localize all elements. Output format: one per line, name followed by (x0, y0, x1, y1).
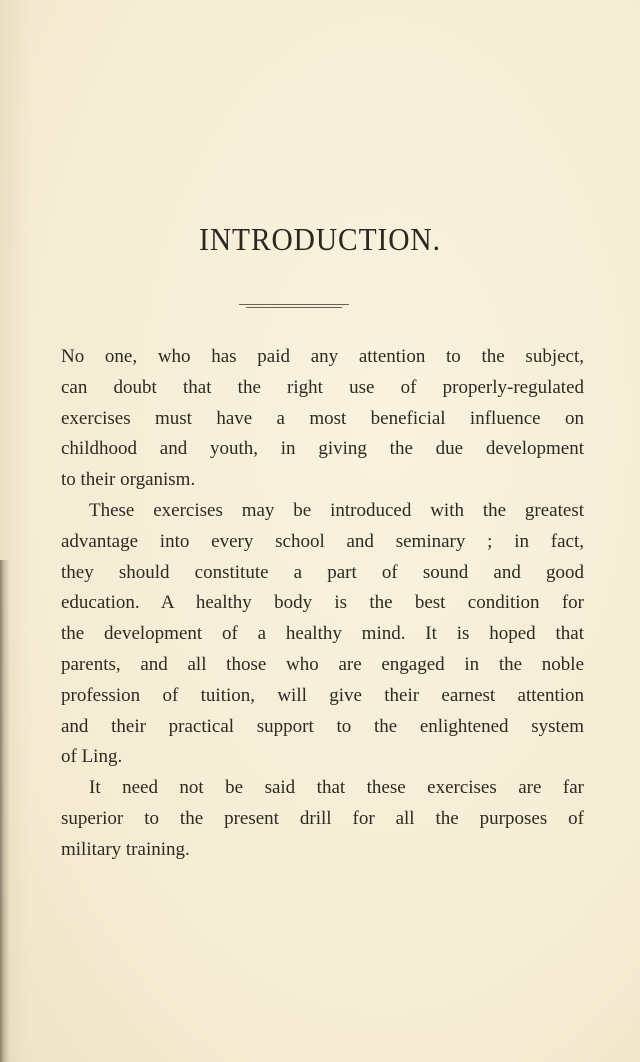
text-line: and their practical support to the enlightened system (61, 715, 584, 737)
paragraph-3 (61, 773, 584, 865)
text-line: can doubt that the right use of properly-regulated (61, 376, 584, 398)
text-line: the development of a healthy mind. It is hoped that (61, 623, 584, 645)
text-line: No one, who has paid any attention to the subject, (61, 346, 584, 367)
text-line: advantage into every school and seminary ; in fact, (61, 530, 584, 552)
text-line: It need not be said that these exercises are far (89, 777, 584, 799)
text-line: parents, and all those who are engaged in the noble (61, 653, 584, 675)
text-line: education. A healthy body is the best condition for (61, 592, 584, 614)
rule-line-bottom (246, 307, 342, 308)
decorative-rule (239, 304, 349, 308)
text-line: superior to the present drill for all the purposes of (61, 807, 584, 829)
text-line: exercises must have a most beneficial influence on (61, 407, 584, 429)
rule-line-top (239, 304, 349, 305)
text-line: profession of tuition, will give their earnest attention (61, 684, 584, 706)
text-line: military training. (61, 838, 190, 860)
paragraph-2 (61, 496, 584, 773)
body-text (61, 342, 584, 866)
text-line: These exercises may be introduced with the greatest (89, 499, 584, 521)
text-line: they should constitute a part of sound and good (61, 561, 584, 583)
binding-edge-shadow (0, 560, 10, 1062)
paragraph-1 (61, 342, 584, 496)
text-line: childhood and youth, in giving the due development (61, 438, 584, 460)
text-line: of Ling. (61, 746, 123, 768)
text-line: to their organism. (61, 469, 196, 491)
page-title: INTRODUCTION. (199, 221, 441, 257)
